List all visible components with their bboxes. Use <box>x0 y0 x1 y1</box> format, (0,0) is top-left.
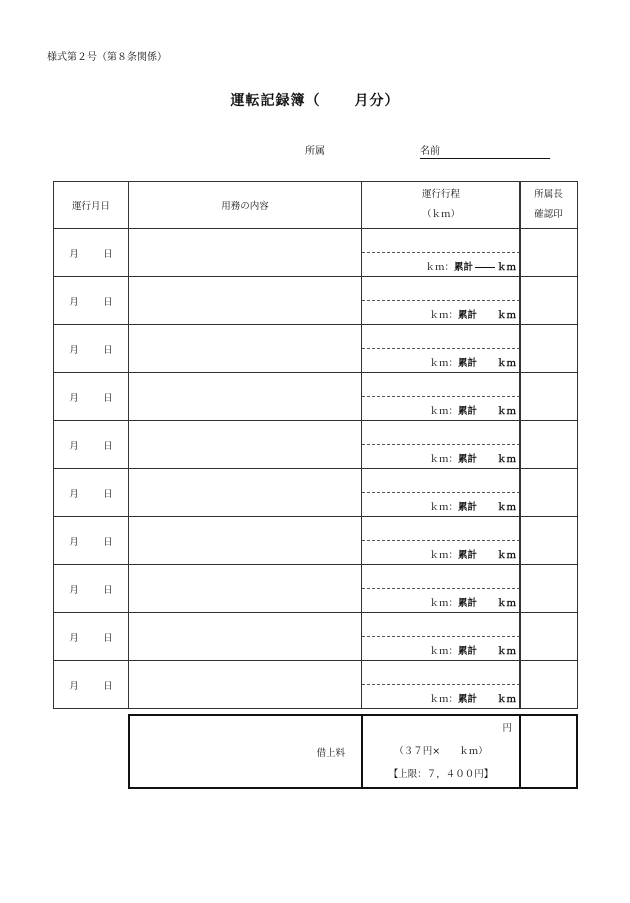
distance-text <box>362 595 516 609</box>
log-row <box>54 325 521 373</box>
day-label: 日 <box>103 392 113 404</box>
date-cell[interactable] <box>54 325 129 373</box>
distance-text <box>362 355 516 369</box>
month-label: 月 <box>69 392 79 404</box>
log-row <box>54 469 521 517</box>
distance-cell[interactable] <box>362 325 521 373</box>
km-label: ｋｍ： <box>429 358 458 369</box>
log-row <box>54 229 521 277</box>
dashed-divider <box>362 492 520 493</box>
log-row <box>54 517 521 565</box>
km-unit-label: ｋｍ <box>496 646 516 657</box>
content-cell[interactable] <box>129 661 362 709</box>
total-blank-line <box>475 267 495 268</box>
distance-cell[interactable] <box>362 517 521 565</box>
km-unit-label: ｋｍ <box>496 598 516 609</box>
dashed-divider <box>362 348 520 349</box>
confirm-stamp-cell[interactable] <box>520 277 578 325</box>
content-cell[interactable] <box>129 277 362 325</box>
confirm-stamp-cell[interactable] <box>520 373 578 421</box>
confirm-stamp-cell[interactable] <box>520 517 578 565</box>
fee-label: 借上料 <box>129 715 362 788</box>
km-unit-label: ｋｍ <box>496 550 516 561</box>
confirm-row <box>520 325 578 373</box>
confirm-stamp-cell[interactable] <box>520 565 578 613</box>
header-content: 用務の内容 <box>129 182 362 229</box>
distance-cell[interactable] <box>362 229 521 277</box>
month-label: 月 <box>69 632 79 644</box>
dashed-divider <box>362 540 520 541</box>
confirm-stamp-cell[interactable] <box>520 325 578 373</box>
form-number: 様式第２号（第８条関係） <box>47 52 167 63</box>
month-label: 月 <box>69 248 79 260</box>
fee-row <box>129 715 577 788</box>
day-label: 日 <box>103 344 113 356</box>
date-cell[interactable] <box>54 229 129 277</box>
content-cell[interactable] <box>129 421 362 469</box>
confirm-stamp-cell[interactable] <box>520 613 578 661</box>
fee-confirm-cell[interactable] <box>520 715 577 788</box>
km-label: ｋｍ： <box>429 550 458 561</box>
dashed-divider <box>362 588 520 589</box>
confirm-row <box>520 229 578 277</box>
date-cell[interactable] <box>54 517 129 565</box>
km-label: ｋｍ： <box>429 454 458 465</box>
month-label: 月 <box>69 344 79 356</box>
log-body <box>54 229 521 709</box>
confirm-row <box>520 517 578 565</box>
content-cell[interactable] <box>129 565 362 613</box>
distance-cell[interactable] <box>362 565 521 613</box>
total-label: 累計 <box>457 694 477 705</box>
confirm-stamp-cell[interactable] <box>520 229 578 277</box>
fee-yen: 円 <box>502 723 512 734</box>
date-cell[interactable] <box>54 277 129 325</box>
confirm-row <box>520 373 578 421</box>
date-cell[interactable] <box>54 565 129 613</box>
fee-limit: 【上限：７，４００円】 <box>388 769 494 780</box>
log-row <box>54 373 521 421</box>
content-cell[interactable] <box>129 373 362 421</box>
dashed-divider <box>362 300 520 301</box>
confirm-stamp-cell[interactable] <box>520 661 578 709</box>
total-label: 累計 <box>453 262 473 273</box>
confirm-row <box>520 661 578 709</box>
km-label: ｋｍ： <box>425 262 454 273</box>
date-cell[interactable] <box>54 421 129 469</box>
dashed-divider <box>362 444 520 445</box>
km-label: ｋｍ： <box>429 406 458 417</box>
confirm-header-row <box>520 182 578 229</box>
confirm-row <box>520 565 578 613</box>
page-title <box>0 90 630 110</box>
log-row <box>54 613 521 661</box>
fee-rate: （３７円× ｋｍ） <box>394 746 488 757</box>
date-cell[interactable] <box>54 469 129 517</box>
day-label: 日 <box>103 632 113 644</box>
content-cell[interactable] <box>129 517 362 565</box>
log-row <box>54 661 521 709</box>
log-row <box>54 421 521 469</box>
content-cell[interactable] <box>129 229 362 277</box>
confirm-stamp-cell[interactable] <box>520 469 578 517</box>
total-label: 累計 <box>457 406 477 417</box>
confirm-row <box>520 613 578 661</box>
distance-text <box>362 547 516 561</box>
total-label: 累計 <box>457 502 477 513</box>
month-label: 月 <box>69 488 79 500</box>
dashed-divider <box>362 252 520 253</box>
total-label: 累計 <box>457 358 477 369</box>
day-label: 日 <box>103 536 113 548</box>
content-cell[interactable] <box>129 613 362 661</box>
total-label: 累計 <box>457 454 477 465</box>
confirm-row <box>520 277 578 325</box>
km-label: ｋｍ： <box>429 694 458 705</box>
header-distance-line2: （ｋｍ） <box>421 209 460 220</box>
header-distance <box>362 182 521 229</box>
header-row <box>54 182 521 229</box>
log-row <box>54 565 521 613</box>
distance-text <box>362 499 516 513</box>
content-cell[interactable] <box>129 325 362 373</box>
date-cell[interactable] <box>54 373 129 421</box>
total-label: 累計 <box>457 598 477 609</box>
dashed-divider <box>362 396 520 397</box>
km-unit-label: ｋｍ <box>496 454 516 465</box>
day-label: 日 <box>103 584 113 596</box>
distance-cell[interactable] <box>362 613 521 661</box>
km-label: ｋｍ： <box>429 310 458 321</box>
km-unit-label: ｋｍ <box>496 262 516 273</box>
distance-text <box>362 691 516 705</box>
day-label: 日 <box>103 488 113 500</box>
total-label: 累計 <box>457 310 477 321</box>
month-label: 月 <box>69 680 79 692</box>
header-distance-line1: 運行行程 <box>421 189 460 200</box>
month-label: 月 <box>69 296 79 308</box>
log-row <box>54 277 521 325</box>
km-unit-label: ｋｍ <box>496 502 516 513</box>
date-cell[interactable] <box>54 613 129 661</box>
total-label: 累計 <box>457 550 477 561</box>
distance-text <box>362 403 516 417</box>
fee-amount-cell[interactable] <box>362 715 520 788</box>
affiliation-label: 所属 <box>305 146 325 157</box>
month-label: 月 <box>69 440 79 452</box>
date-cell[interactable] <box>54 661 129 709</box>
day-label: 日 <box>103 680 113 692</box>
driving-log-table <box>53 181 521 709</box>
content-cell[interactable] <box>129 469 362 517</box>
total-label: 累計 <box>457 646 477 657</box>
name-field[interactable] <box>420 142 550 159</box>
km-label: ｋｍ： <box>429 502 458 513</box>
dashed-divider <box>362 636 520 637</box>
distance-cell[interactable] <box>362 661 521 709</box>
confirm-row <box>520 469 578 517</box>
day-label: 日 <box>103 296 113 308</box>
day-label: 日 <box>103 248 113 260</box>
confirm-body <box>520 229 578 709</box>
km-unit-label: ｋｍ <box>496 358 516 369</box>
month-label: 月 <box>69 536 79 548</box>
dashed-divider <box>362 684 520 685</box>
km-label: ｋｍ： <box>429 646 458 657</box>
km-unit-label: ｋｍ <box>496 310 516 321</box>
title-main: 運転記録簿（ <box>230 93 321 109</box>
km-label: ｋｍ： <box>429 598 458 609</box>
header-confirm-line2: 確認印 <box>534 209 563 220</box>
distance-text <box>362 643 516 657</box>
distance-cell[interactable] <box>362 421 521 469</box>
km-unit-label: ｋｍ <box>496 694 516 705</box>
month-label: 月 <box>69 584 79 596</box>
day-label: 日 <box>103 440 113 452</box>
header-confirm-line1: 所属長 <box>534 189 563 200</box>
confirm-stamp-cell[interactable] <box>520 421 578 469</box>
distance-cell[interactable] <box>362 469 521 517</box>
header-confirm <box>520 182 578 229</box>
title-month-suffix: 月分） <box>354 93 400 109</box>
distance-text <box>362 259 516 273</box>
distance-text <box>362 451 516 465</box>
distance-cell[interactable] <box>362 277 521 325</box>
fee-table <box>128 714 578 789</box>
name-label: 名前 <box>420 146 440 157</box>
header-date: 運行月日 <box>54 182 129 229</box>
km-unit-label: ｋｍ <box>496 406 516 417</box>
distance-text <box>362 307 516 321</box>
confirm-row <box>520 421 578 469</box>
confirm-column <box>519 181 578 709</box>
distance-cell[interactable] <box>362 373 521 421</box>
